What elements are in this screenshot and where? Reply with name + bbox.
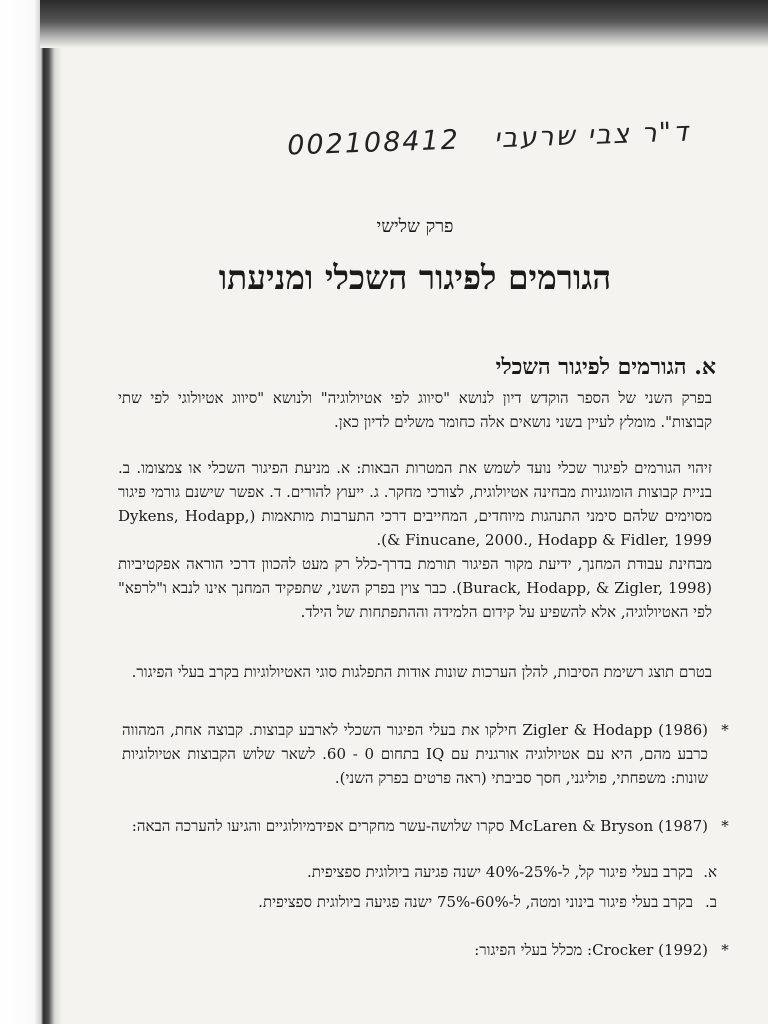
bullet-item [122,938,742,962]
handwritten-name: ד"ר צבי שרעבי [493,116,691,155]
bullet-item [122,814,742,838]
bullet-star: * [721,721,729,739]
sub-item [122,890,717,914]
paragraph-2: זיהוי הגורמים לפיגור שכלי נועד לשמש את המטרות הבאות: א. מניעת הפיגור השכלי או צמצומו. ב. בניית קבוצות הומוגניות מבחינה אטיולוגית, לצורכי מחקר. ג. ייעוץ להורים. ד. אפשר שישנם גורמי פיגור מסוימים שלהם סימני התנהגות מיוחדים, המחייבים דרכי התערבות מותאמות (Dykens, Hodapp, & Finucane, 2000., Hodapp & Fidler, 1999). [118,459,712,549]
document-page [70,0,760,1024]
sub-item-text: בקרב בעלי פיגור בינוני ומטה, ל-60%-75% ישנה פגיעה ביולוגית ספציפית. [258,893,693,911]
paragraph-4: בטרם תוצג רשימת הסיבות, להלן הערכות שונות אודות התפלגות סוגי האטיולוגיות בקרב בעלי הפיגור. [131,663,712,681]
bullet-star: * [721,941,729,959]
bullet-star: * [721,817,729,835]
sub-item-letter: א. [703,863,717,881]
paragraph-3: מבחינת עבודת המחנך, ידיעת מקור הפיגור תורמת בדרך-כלל רק מעט להכוון דרכי הוראה אפקטיביות (Burack, Hodapp, & Zigler, 1998). כבר צוין בפרק השני, שתפקיד המחנך אינו לנבא ו"לרפא" לפי האטיולוגיה, אלא להשפיע על קידום הלמידה וההתפתחות של הילד. [118,555,713,621]
section-heading: א. הגורמים לפיגור השכלי [495,354,716,380]
sub-item-text: בקרב בעלי פיגור קל, ל-25%-40% ישנה פגיעה ביולוגית ספציפית. [307,863,693,881]
paragraph-1: בפרק השני של הספר הוקדש דיון לנושא "סיווג לפי אטיולוגיה" ולנושא "סיווג אטיולוגי לפי שתי קבוצות". מומלץ לעיין בשני נושאים אלה כחומר משלים לדיון כאן. [118,389,712,431]
sub-item-letter: ב. [705,893,717,911]
scan-binding-edge [0,0,62,1024]
handwritten-number: 002108412 [286,124,461,162]
sub-item [122,860,717,884]
chapter-number: פרק שלישי [376,216,454,237]
bullet-text: Crocker (1992): מכלל בעלי הפיגור: [474,941,708,959]
bullet-item [122,718,742,790]
bullet-text: Zigler & Hodapp (1986) חילקו את בעלי הפיגור השכלי לארבע קבוצות. קבוצה אחת, המהווה כרבע מהם, היא עם אטיולוגיה אורגנית עם IQ בתחום 0 - 60. לשאר שלוש הקבוצות אטיולוגיות שונות: משפחתי, פוליגני, חסך סביבתי (ראה פרטים בפרק השני). [122,721,709,787]
handwritten-note [260,117,691,163]
chapter-title: הגורמים לפיגור השכלי ומניעתו [218,258,612,297]
bullet-text: McLaren & Bryson (1987) סקרו שלושה-עשר מחקרים אפידמיולוגיים והגיעו להערכה הבאה: [131,817,708,835]
